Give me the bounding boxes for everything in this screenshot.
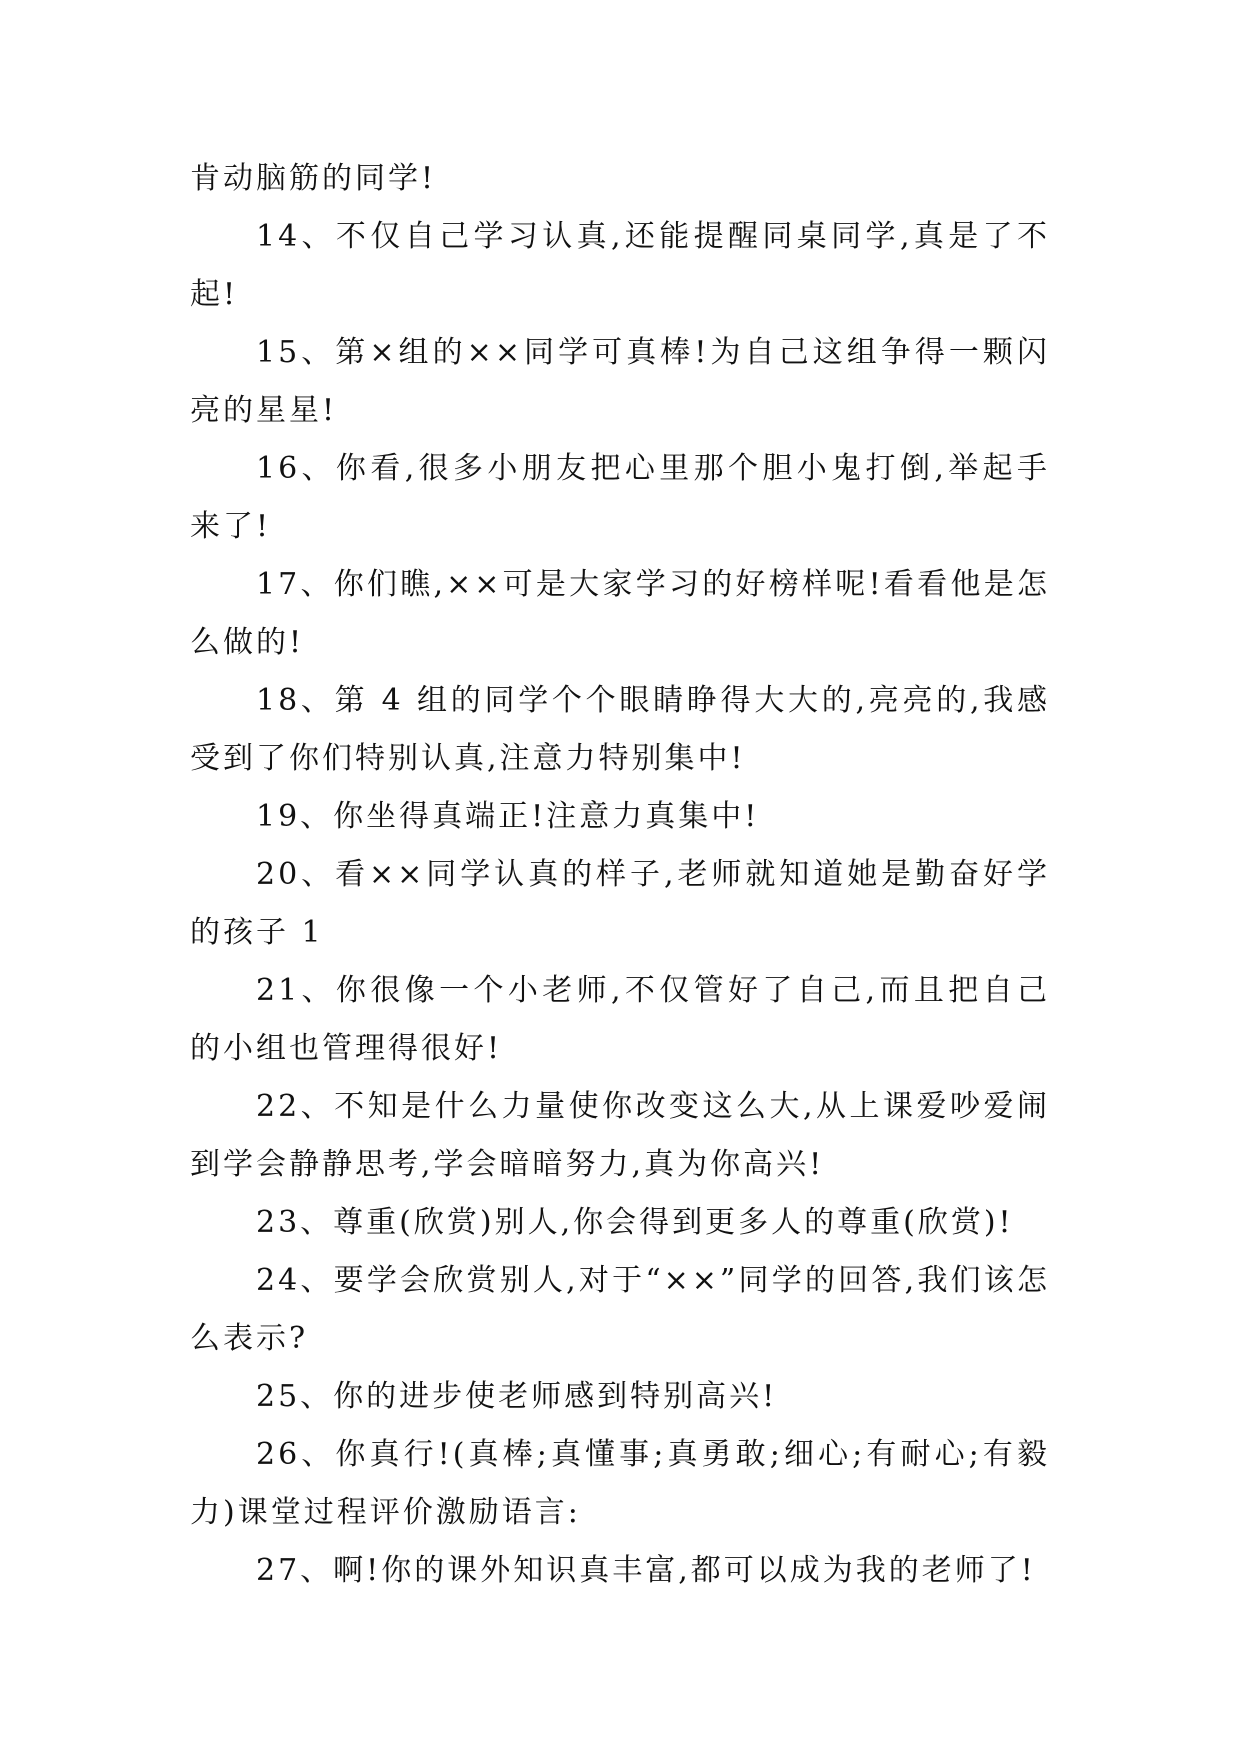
document-page	[190, 150, 1050, 1600]
paragraph-18: 18、第 4 组的同学个个眼睛睁得大大的,亮亮的,我感受到了你们特别认真,注意力特别集中!	[190, 683, 1050, 776]
paragraph-16: 16、你看,很多小朋友把心里那个胆小鬼打倒,举起手来了!	[190, 451, 1050, 544]
paragraph-20: 20、看××同学认真的样子,老师就知道她是勤奋好学的孩子 1	[190, 857, 1050, 950]
paragraph-27: 27、啊!你的课外知识真丰富,都可以成为我的老师了!	[256, 1553, 1036, 1588]
paragraph-22: 22、不知是什么力量使你改变这么大,从上课爱吵爱闹到学会静静思考,学会暗暗努力,真为你高兴!	[190, 1089, 1050, 1182]
paragraph-23: 23、尊重(欣赏)别人,你会得到更多人的尊重(欣赏)!	[256, 1205, 1014, 1240]
paragraph-14: 14、不仅自己学习认真,还能提醒同桌同学,真是了不起!	[190, 219, 1050, 312]
paragraph-26: 26、你真行!(真棒;真懂事;真勇敢;细心;有耐心;有毅力)课堂过程评价激励语言:	[190, 1437, 1050, 1530]
paragraph-15: 15、第×组的××同学可真棒!为自己这组争得一颗闪亮的星星!	[190, 335, 1050, 428]
paragraph-25: 25、你的进步使老师感到特别高兴!	[256, 1379, 778, 1414]
paragraph-continuation: 肯动脑筋的同学!	[190, 161, 437, 196]
paragraph-21: 21、你很像一个小老师,不仅管好了自己,而且把自己的小组也管理得很好!	[190, 973, 1050, 1066]
paragraph-19: 19、你坐得真端正!注意力真集中!	[256, 799, 760, 834]
paragraph-24: 24、要学会欣赏别人,对于“××”同学的回答,我们该怎么表示?	[190, 1263, 1050, 1356]
paragraph-17: 17、你们瞧,××可是大家学习的好榜样呢!看看他是怎么做的!	[190, 567, 1050, 660]
